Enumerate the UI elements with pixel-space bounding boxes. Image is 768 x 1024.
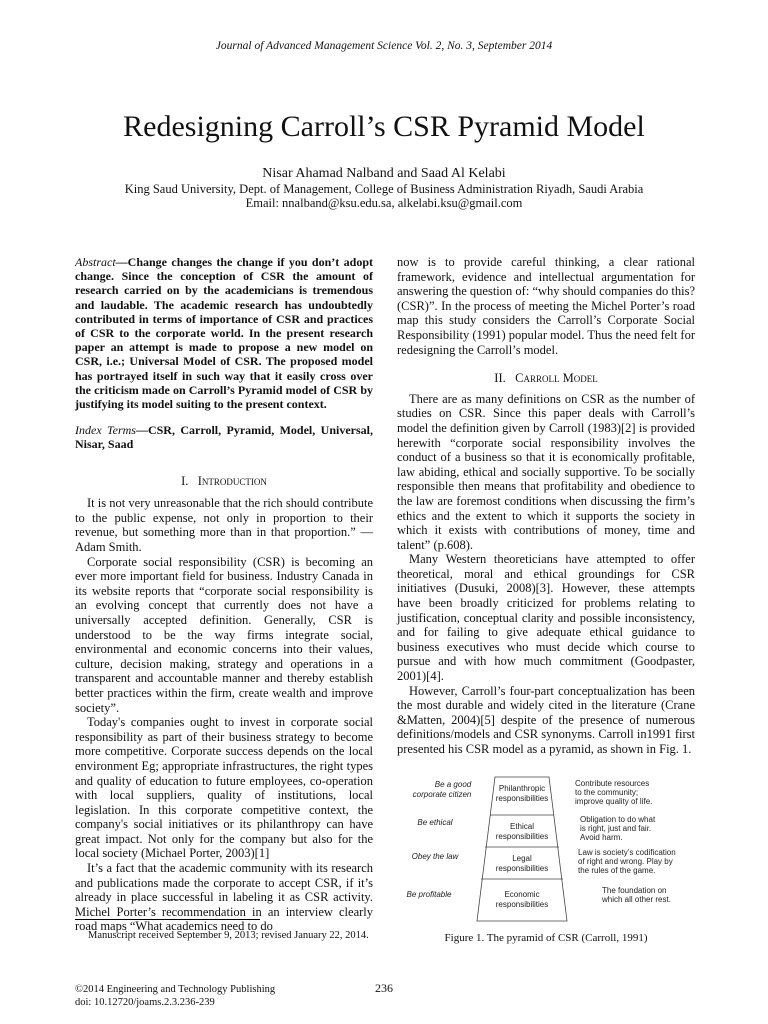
left-label: corporate citizen — [412, 789, 472, 799]
paragraph: Today's companies ought to invest in corporate social responsibility as part of their business strategy to become more competitive. Corporate success depends on the local environment Eg; appropriate infrastructures, the right types and quality of education to future employees, co-operation with local suppliers, quality of institutions, local legislation. In this corporate competitive context, the company's social initiatives or its philanthropy can have great impact. Not only for the company but also for the local society (Michael Porter, 2003)[1] — [75, 715, 373, 861]
footnote-rule — [75, 919, 260, 920]
paragraph: now is to provide careful thinking, a clear rational framework, evidence and intellectual argumentation for answering the question of: “why should companies do this? (CSR)”. In the process of meeting the Michel Porter’s road map this study considers the Carroll’s Corporate Social Responsibility (1991) popular model. Thus the need felt for redesigning the Carroll’s model. — [397, 255, 695, 357]
layer-label: Ethical — [509, 821, 535, 831]
layer-label: responsibilities — [495, 793, 549, 803]
doi: doi: 10.12720/joams.2.3.236-239 — [75, 997, 215, 1008]
right-label: improve quality of life. — [575, 796, 653, 806]
affiliation: King Saud University, Dept. of Management, College of Business Administration Riyadh, Saudi Arabia — [124, 182, 644, 196]
paper-title: Redesigning Carroll’s CSR Pyramid Model — [123, 110, 645, 143]
email: Email: nnalband@ksu.edu.sa, alkelabi.ksu@gmail.com — [245, 196, 523, 210]
section-number: II. — [494, 371, 506, 386]
right-label: Law is society’s codification — [578, 847, 676, 857]
paragraph: It’s a fact that the academic community with its research and publications made the corporate to accept CSR, if it’s already in place successful in labeling it as CSR activity. Michel Porter’s recommendation in an interview clearly road maps “What academics need to do — [75, 861, 373, 934]
page-number: 236 — [375, 981, 393, 995]
layer-label: Philanthropic — [498, 783, 546, 793]
layer-label: responsibilities — [495, 899, 549, 909]
left-label: Be ethical — [417, 817, 453, 827]
right-label: Obligation to do what — [580, 814, 656, 824]
abstract-label: Abstract — [75, 255, 116, 269]
footnote: Manuscript received September 9, 2013; revised January 22, 2014. — [88, 930, 369, 941]
right-label: the rules of the game. — [578, 865, 656, 875]
right-label: to the community; — [575, 787, 639, 797]
left-label: Be profitable — [406, 889, 452, 899]
right-label: The foundation on — [602, 885, 667, 895]
right-label: of right and wrong. Play by — [578, 856, 673, 866]
csr-pyramid-figure — [397, 775, 695, 927]
paragraph: There are as many definitions on CSR as the number of studies on CSR. Since this paper deals with Carroll’s model the definition given by Carroll (1983)[2] is provided herewith “corporate social responsibility involves the conduct of a business so that it is economically profitable, law abiding, ethical and socially supportive. To be socially responsible then means that profitability and obedience to the law are foremost conditions when discussing the firm’s ethics and the extent to which it supports the society in which it exists with contributions of money, time and talent” (p.608). — [397, 391, 695, 552]
pyramid-diagram — [397, 775, 695, 927]
layer-label: responsibilities — [495, 831, 549, 841]
paragraph: Corporate social responsibility (CSR) is becoming an ever more important field for business. Industry Canada in its website reports that “corporate social responsibility is an evolving concept that currently does not have a universally accepted definition. Generally, CSR is understood to be the way firms integrate social, environmental and economic concerns into their values, culture, decision making, strategy and operations in a transparent and accountable manner and thereby establish better practices within the firm, create wealth and improve society”. — [75, 554, 373, 715]
abstract-text: —Change changes the change if you don’t adopt change. Since the conception of CSR the amount of research carried on by the academicians is tremendous and laudable. The academic research has undoubtedly contributed in terms of importance of CSR and practices of CSR to the corporate world. In the present research paper an attempt is made to propose a new model on CSR, i.e.; Universal Model of CSR. The proposed model has portrayed itself in such way that it easily cross over the criticism made on Carroll’s Pyramid model of CSR by justifying its model suiting to the present context. — [75, 255, 373, 412]
paragraph: However, Carroll’s four-part conceptualization has been the most durable and widely cited in the literature (Crane &Matten, 2004)[5] despite of the presence of numerous definitions/models and CSR synonyms. Carroll in1991 first presented his CSR model as a pyramid, as shown in Fig. 1. — [397, 683, 695, 756]
layer-label: responsibilities — [495, 863, 549, 873]
journal-header: Journal of Advanced Management Science Vol. 2, No. 3, September 2014 — [215, 40, 553, 52]
layer-label: Economic — [504, 889, 540, 899]
paragraph: Many Western theoreticians have attempted to offer theoretical, moral and ethical groundings for CSR initiatives (Dusuki, 2008)[3]. However, these attempts have been broadly criticized for problems relating to justification, conceptual clarity and possible inconsistency, and for failing to give adequate ethical guidance to business executives who must decide which course to pursue and with how much commitment (Goodpaster, 2001)[4]. — [397, 552, 695, 684]
section-title: Introduction — [197, 473, 267, 488]
left-label: Obey the law — [411, 851, 459, 861]
authors: Nisar Ahamad Nalband and Saad Al Kelabi — [262, 166, 506, 181]
paragraph: It is not very unreasonable that the rich should contribute to the public expense, not only in proportion to their revenue, but something more than in that proportion.” — Adam Smith. — [75, 496, 373, 555]
right-label: Avoid harm. — [580, 832, 623, 842]
section-heading-carroll-model — [397, 371, 695, 386]
right-label: which all other rest. — [602, 894, 671, 904]
section-heading-introduction — [75, 474, 373, 489]
left-column — [75, 255, 373, 934]
right-label: is right, just and fair. — [580, 823, 652, 833]
figure-caption: Figure 1. The pyramid of CSR (Carroll, 1991) — [444, 931, 648, 944]
right-label: Contribute resources — [575, 778, 650, 788]
affiliation-block — [0, 182, 768, 210]
section-title: Carroll Model — [515, 371, 598, 386]
index-terms-label: Index Terms — [75, 423, 136, 438]
section-number: I. — [181, 473, 189, 488]
right-column — [397, 255, 695, 945]
left-label: Be a good — [434, 779, 472, 789]
index-terms — [75, 423, 373, 451]
copyright: ©2014 Engineering and Technology Publishing — [75, 984, 276, 995]
abstract — [75, 255, 373, 411]
index-terms-text: —CSR, Carroll, Pyramid, Model, Universal, Nisar, Saad — [75, 423, 373, 452]
layer-label: Legal — [512, 853, 532, 863]
